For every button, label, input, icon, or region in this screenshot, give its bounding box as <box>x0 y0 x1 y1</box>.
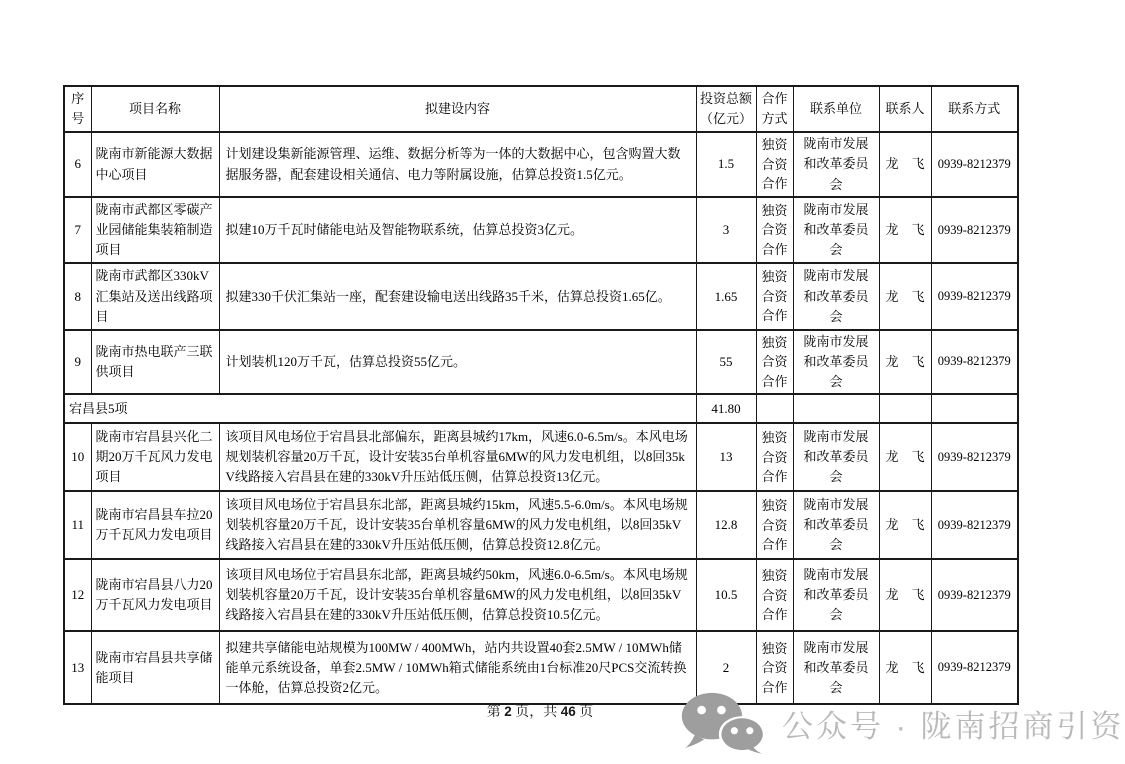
cell-content: 拟建10万千瓦时储能电站及智能物联系统，估算总投资3亿元。 <box>219 197 696 263</box>
table-header <box>64 86 1018 132</box>
cell-person: 龙 飞 <box>879 263 931 329</box>
cell-unit: 陇南市发展和改革委员会 <box>793 559 879 631</box>
watermark-label: 公众号 · 陇南招商引资 <box>782 708 1125 744</box>
table-row <box>64 559 1018 631</box>
cell-phone: 0939-8212379 <box>931 263 1018 329</box>
cell-investment: 10.5 <box>696 559 756 631</box>
cell-no: 13 <box>64 631 91 704</box>
section-empty-cell <box>756 394 793 423</box>
cell-no: 12 <box>64 559 91 631</box>
cell-content: 该项目风电场位于宕昌县东北部，距离县城约50km，风速6.0-6.5m/s。本风电场规划装机容量20万千瓦，设计安装35台单机容量6MW的风力发电机组，以8回35kV线路接入宕昌县在建的330kV升压站低压侧，估算总投资10.5亿元。 <box>219 559 696 631</box>
section-label: 宕昌县5项 <box>64 394 696 423</box>
cell-content: 该项目风电场位于宕昌县北部偏东，距离县城约17km，风速6.0-6.5m/s。本风电场规划装机容量20万千瓦，设计安装35台单机容量6MW的风力发电机组，以8回35kV线路接入宕昌县在建的330kV升压站低压侧，估算总投资13亿元。 <box>219 423 696 491</box>
header-no: 序号 <box>64 86 91 132</box>
cell-phone: 0939-8212379 <box>931 423 1018 491</box>
cell-project-name: 陇南市宕昌县共享储能项目 <box>91 631 219 704</box>
cell-no: 11 <box>64 491 91 559</box>
table-row <box>64 423 1018 491</box>
header-cooperation: 合作方式 <box>756 86 793 132</box>
cell-cooperation: 独资合资合作 <box>756 330 793 394</box>
cell-project-name: 陇南市热电联产三联供项目 <box>91 330 219 394</box>
cell-phone: 0939-8212379 <box>931 491 1018 559</box>
cell-investment: 13 <box>696 423 756 491</box>
table-body <box>64 132 1018 704</box>
header-row <box>64 86 1018 132</box>
cell-project-name: 陇南市宕昌县车拉20万千瓦风力发电项目 <box>91 491 219 559</box>
footer-text: 页，共 <box>511 705 561 720</box>
cell-cooperation: 独资合资合作 <box>756 559 793 631</box>
header-investment: 投资总额（亿元） <box>696 86 756 132</box>
table-row <box>64 330 1018 394</box>
cell-investment: 2 <box>696 631 756 704</box>
cell-project-name: 陇南市武都区零碳产业园储能集装箱制造项目 <box>91 197 219 263</box>
cell-investment: 55 <box>696 330 756 394</box>
cell-project-name: 陇南市宕昌县八力20万千瓦风力发电项目 <box>91 559 219 631</box>
cell-person: 龙 飞 <box>879 559 931 631</box>
table-row <box>64 263 1018 329</box>
cell-no: 8 <box>64 263 91 329</box>
cell-person: 龙 飞 <box>879 631 931 704</box>
cell-phone: 0939-8212379 <box>931 559 1018 631</box>
footer-text: 页 <box>575 705 594 720</box>
section-empty-cell <box>931 394 1018 423</box>
cell-cooperation: 独资合资合作 <box>756 132 793 197</box>
footer-total-pages: 46 <box>560 704 576 719</box>
header-person: 联系人 <box>879 86 931 132</box>
cell-person: 龙 飞 <box>879 132 931 197</box>
cell-phone: 0939-8212379 <box>931 197 1018 263</box>
cell-phone: 0939-8212379 <box>931 132 1018 197</box>
cell-person: 龙 飞 <box>879 330 931 394</box>
cell-unit: 陇南市发展和改革委员会 <box>793 197 879 263</box>
cell-cooperation: 独资合资合作 <box>756 491 793 559</box>
cell-unit: 陇南市发展和改革委员会 <box>793 423 879 491</box>
footer-text: 第 <box>486 705 505 720</box>
cell-phone: 0939-8212379 <box>931 330 1018 394</box>
footer-page-number: 2 <box>504 704 512 719</box>
section-empty-cell <box>879 394 931 423</box>
cell-unit: 陇南市发展和改革委员会 <box>793 132 879 197</box>
cell-project-name: 陇南市武都区330kV汇集站及送出线路项目 <box>91 263 219 329</box>
cell-unit: 陇南市发展和改革委员会 <box>793 631 879 704</box>
cell-content: 计划装机120万千瓦，估算总投资55亿元。 <box>219 330 696 394</box>
table-row <box>64 132 1018 197</box>
header-content: 拟建设内容 <box>219 86 696 132</box>
cell-cooperation: 独资合资合作 <box>756 197 793 263</box>
cell-content: 拟建共享储能电站规模为100MW / 400MWh，站内共设置40套2.5MW / 10MWh储能单元系统设备，单套2.5MW / 10MWh箱式储能系统由1台标准20尺PCS交流转换一体舱，估算总投资2亿元。 <box>219 631 696 704</box>
cell-investment: 1.5 <box>696 132 756 197</box>
header-unit: 联系单位 <box>793 86 879 132</box>
cell-content: 计划建设集新能源管理、运维、数据分析等为一体的大数据中心，包含购置大数据服务器，配套建设相关通信、电力等附属设施，估算总投资1.5亿元。 <box>219 132 696 197</box>
cell-person: 龙 飞 <box>879 423 931 491</box>
table-row <box>64 197 1018 263</box>
cell-unit: 陇南市发展和改革委员会 <box>793 491 879 559</box>
cell-no: 10 <box>64 423 91 491</box>
cell-phone: 0939-8212379 <box>931 631 1018 704</box>
cell-cooperation: 独资合资合作 <box>756 263 793 329</box>
cell-project-name: 陇南市新能源大数据中心项目 <box>91 132 219 197</box>
cell-person: 龙 飞 <box>879 197 931 263</box>
cell-no: 9 <box>64 330 91 394</box>
cell-no: 6 <box>64 132 91 197</box>
cell-no: 7 <box>64 197 91 263</box>
section-row <box>64 394 1018 423</box>
table-row <box>64 491 1018 559</box>
cell-investment: 1.65 <box>696 263 756 329</box>
watermark <box>680 690 1125 756</box>
cell-person: 龙 飞 <box>879 491 931 559</box>
cell-content: 该项目风电场位于宕昌县东北部，距离县城约15km，风速5.5-6.0m/s。本风电场规划装机容量20万千瓦，设计安装35台单机容量6MW的风力发电机组，以8回35kV线路接入宕昌县在建的330kV升压站低压侧，估算总投资12.8亿元。 <box>219 491 696 559</box>
cell-unit: 陇南市发展和改革委员会 <box>793 330 879 394</box>
section-investment-total: 41.80 <box>696 394 756 423</box>
wechat-icon <box>680 692 768 754</box>
header-phone: 联系方式 <box>931 86 1018 132</box>
projects-table <box>63 85 1019 705</box>
cell-unit: 陇南市发展和改革委员会 <box>793 263 879 329</box>
cell-project-name: 陇南市宕昌县兴化二期20万千瓦风力发电项目 <box>91 423 219 491</box>
cell-investment: 12.8 <box>696 491 756 559</box>
cell-cooperation: 独资合资合作 <box>756 423 793 491</box>
header-project-name: 项目名称 <box>91 86 219 132</box>
cell-content: 拟建330千伏汇集站一座，配套建设输电送出线路35千米，估算总投资1.65亿。 <box>219 263 696 329</box>
section-empty-cell <box>793 394 879 423</box>
cell-investment: 3 <box>696 197 756 263</box>
cell-cooperation: 独资合资合作 <box>756 631 793 704</box>
